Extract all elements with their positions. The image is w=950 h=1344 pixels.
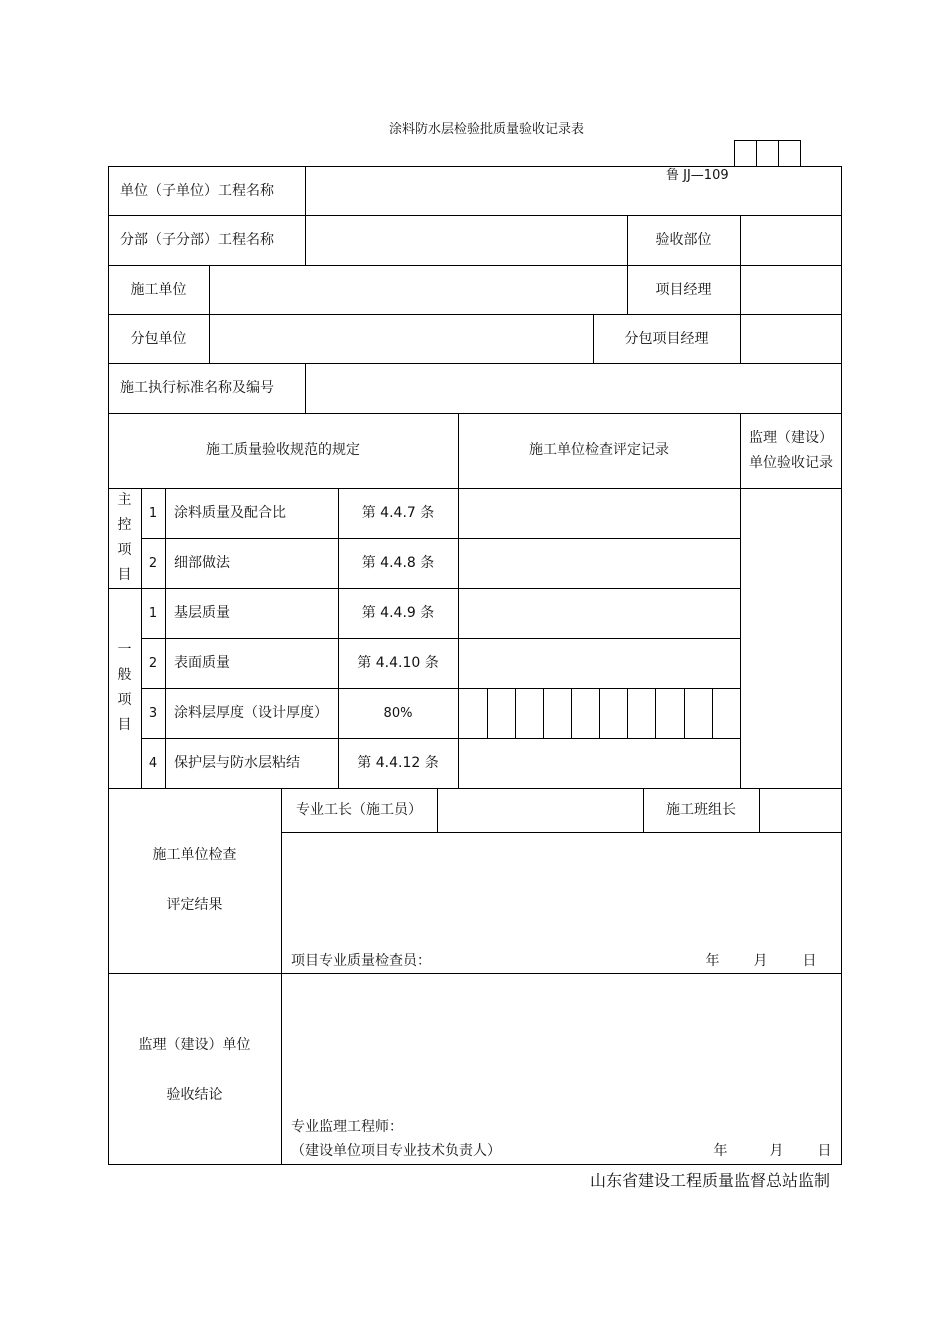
label-project-manager: 项目经理 [655,281,712,298]
supervision-day: 日 [817,1142,832,1159]
main-item-1-no: 1 [148,505,158,521]
main-control-label: 主 控 项 目 [117,492,132,583]
label-standard-name: 施工执行标准名称及编号 [120,379,274,396]
main-item-1-name: 涂料质量及配合比 [174,504,286,521]
general-item-4-clause: 第 4.4.12 条 [357,754,439,771]
general-item-4-name: 保护层与防水层粘结 [174,754,300,771]
general-item-3-clause: 80% [383,705,413,721]
label-project-name: 单位（子单位）工程名称 [120,182,274,199]
general-item-1-name: 基层质量 [174,604,230,621]
label-subcontract-manager: 分包项目经理 [624,330,709,347]
general-item-1-clause: 第 4.4.9 条 [361,604,435,621]
general-item-2-no: 2 [148,655,158,671]
form-title: 涂料防水层检验批质量验收记录表 [388,122,584,137]
main-item-2-no: 2 [148,555,158,571]
footer-issuer: 山东省建设工程质量监督总站监制 [590,1171,831,1190]
general-label: 一 般 项 目 [117,642,132,733]
header-construction-record: 施工单位检查评定记录 [529,442,669,458]
main-item-2-clause: 第 4.4.8 条 [361,554,435,571]
label-foreman: 专业工长（施工员） [296,801,422,818]
form-code-boxes [734,140,801,166]
construction-day: 日 [802,952,817,969]
label-engineer: 专业监理工程师： [291,1118,403,1135]
supervision-result-label-2: 验收结论 [166,1086,223,1103]
label-inspection-part: 验收部位 [655,231,712,248]
header-supervision-record: 监理（建设）单位验收记录 [749,429,833,471]
general-item-3-name: 涂料层厚度（设计厚度） [174,705,328,721]
general-item-2-clause: 第 4.4.10 条 [357,654,439,671]
general-item-2-name: 表面质量 [174,654,230,671]
general-item-1-no: 1 [148,605,158,621]
label-subproject-name: 分部（子分部）工程名称 [120,231,274,248]
general-item-4-no: 4 [148,755,158,771]
construction-result-label-2: 评定结果 [166,896,223,913]
label-team-leader: 施工班组长 [666,801,736,818]
main-item-2-name: 细部做法 [174,554,230,571]
label-construction-unit: 施工单位 [130,281,187,298]
header-regulation: 施工质量验收规范的规定 [206,442,360,458]
supervision-month: 月 [769,1142,784,1159]
supervision-result-label-1: 监理（建设）单位 [138,1036,251,1053]
label-subcontract-unit: 分包单位 [130,330,187,347]
construction-year: 年 [705,952,720,969]
general-item-3-no: 3 [148,705,158,721]
main-item-1-clause: 第 4.4.7 条 [361,504,435,521]
label-owner-rep: （建设单位项目专业技术负责人） [291,1142,501,1159]
form-code: 鲁 JJ—109 [666,168,729,183]
label-inspector: 项目专业质量检查员： [291,952,431,969]
construction-result-label-1: 施工单位检查 [152,846,237,863]
construction-month: 月 [753,952,768,969]
supervision-year: 年 [713,1142,728,1159]
